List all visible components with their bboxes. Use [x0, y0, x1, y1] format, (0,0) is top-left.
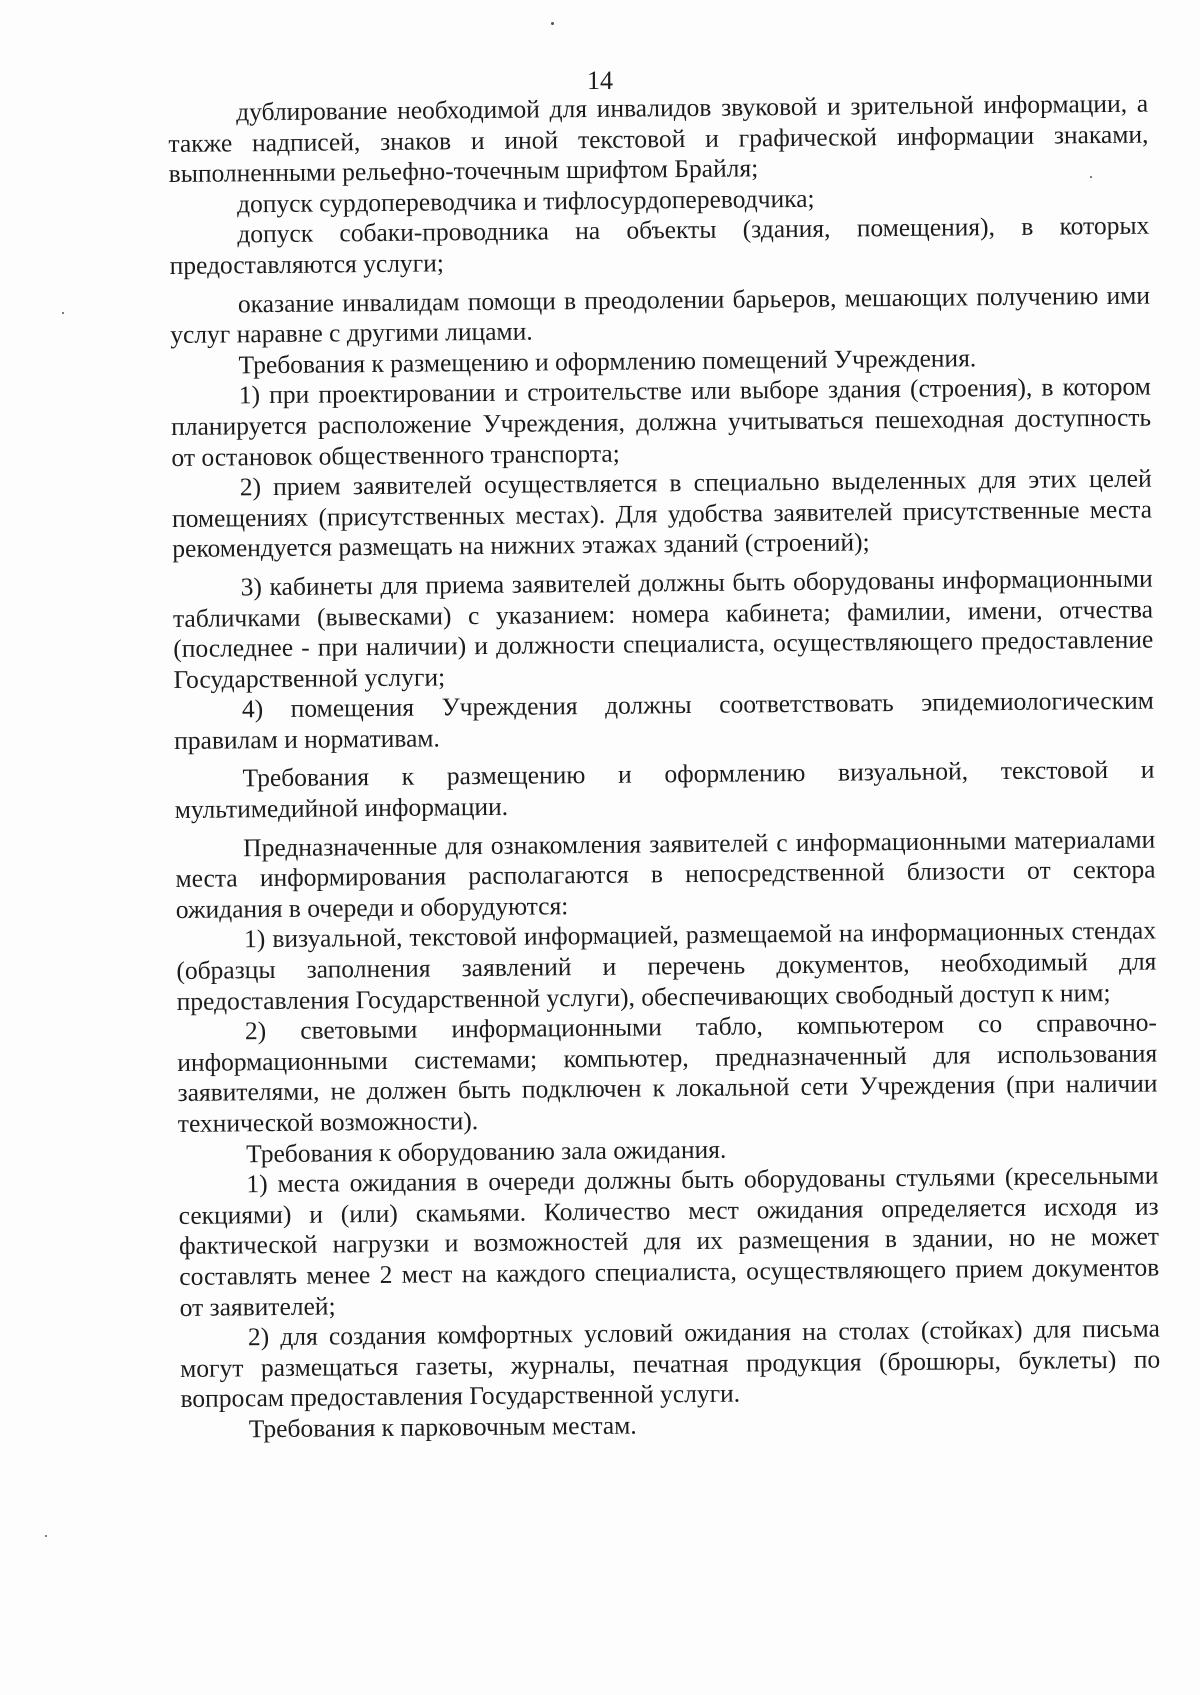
- paragraph: 2) прием заявителей осуществляется в специально выделенных для этих целей помещениях (присутственных местах). Для удобства заявителей присутственные места рекомендуется размещать на нижних этажах зданий (строений);: [171, 463, 1153, 564]
- document-body: [168, 89, 1161, 1446]
- scan-speck: [551, 22, 554, 25]
- paragraph: допуск собаки-проводника на объекты (здания, помещения), в которых предоставляются услуги;: [169, 210, 1150, 280]
- section-heading: Требования к размещению и оформлению визуальной, текстовой и мультимедийной информации.: [174, 755, 1155, 825]
- paragraph: 2) для создания комфортных условий ожидания на столах (стойках) для письма могут размещаться газеты, журналы, печатная продукция (брошюры, буклеты) по вопросам предоставления Государственной услуги.: [180, 1313, 1161, 1414]
- paragraph: 1) места ожидания в очереди должны быть оборудованы стульями (кресельными секциями) и (или) скамьями. Количество мест ожидания определяется исходя из фактической нагрузки и возможностей для их размещения в здании, но не может составлять менее 2 мест на каждого специалиста, осуществляющего прием документов от заявителей;: [178, 1160, 1160, 1322]
- paragraph: допуск сурдопереводчика и тифлосурдопереводчика;: [236, 183, 815, 219]
- scan-speck: [45, 1535, 47, 1537]
- scan-speck: [62, 312, 64, 314]
- paragraph: 2) световыми информационными табло, компьютером со справочно-информационными системами; компьютер, предназначенный для использования заявителями, не должен быть подключен к локальной сети Учреждения (при наличии технической возможности).: [177, 1007, 1158, 1138]
- paragraph: 1) при проектировании и строительстве или выборе здания (строения), в котором планируется расположение Учреждения, должна учитываться пешеходная доступность от остановок общественного транспорта;: [171, 371, 1152, 472]
- section-heading: Требования к оборудованию зала ожидания.: [245, 1134, 727, 1168]
- paragraph: Предназначенные для ознакомления заявителей с информационными материалами места информирования располагаются в непосредственной близости от сектора ожидания в очереди и оборудуются:: [175, 824, 1156, 924]
- paragraph: оказание инвалидам помощи в преодолении барьеров, мешающих получению ими услуг наравне с другими лицами.: [170, 280, 1151, 350]
- paragraph: 3) кабинеты для приема заявителей должны быть оборудованы информационными табличками (вывесками) с указанием: номера кабинета; фамилии, имени, отчества (последнее - при наличии) и должности специалиста, осуществляющего предоставление Государственной услуги;: [172, 563, 1154, 694]
- section-heading: Требования к размещению и оформлению помещений Учреждения.: [238, 343, 977, 380]
- paragraph: 1) визуальной, текстовой информацией, размещаемой на информационных стендах (образцы заполнения заявлений и перечень документов, необходимый для предоставления Государственной услуги), обеспечивающих свободный доступ к ним;: [176, 915, 1157, 1016]
- paragraph: дублирование необходимой для инвалидов звуковой и зрительной информации, а также надписей, знаков и иной текстовой и графической информации знаками, выполненными рельефно-точечным шрифтом Брайля;: [168, 88, 1149, 189]
- section-heading: Требования к парковочным местам.: [248, 1410, 637, 1444]
- paragraph: 4) помещения Учреждения должны соответствовать эпидемиологическим правилам и нормативам.: [174, 685, 1154, 755]
- page-number: 14: [587, 66, 613, 95]
